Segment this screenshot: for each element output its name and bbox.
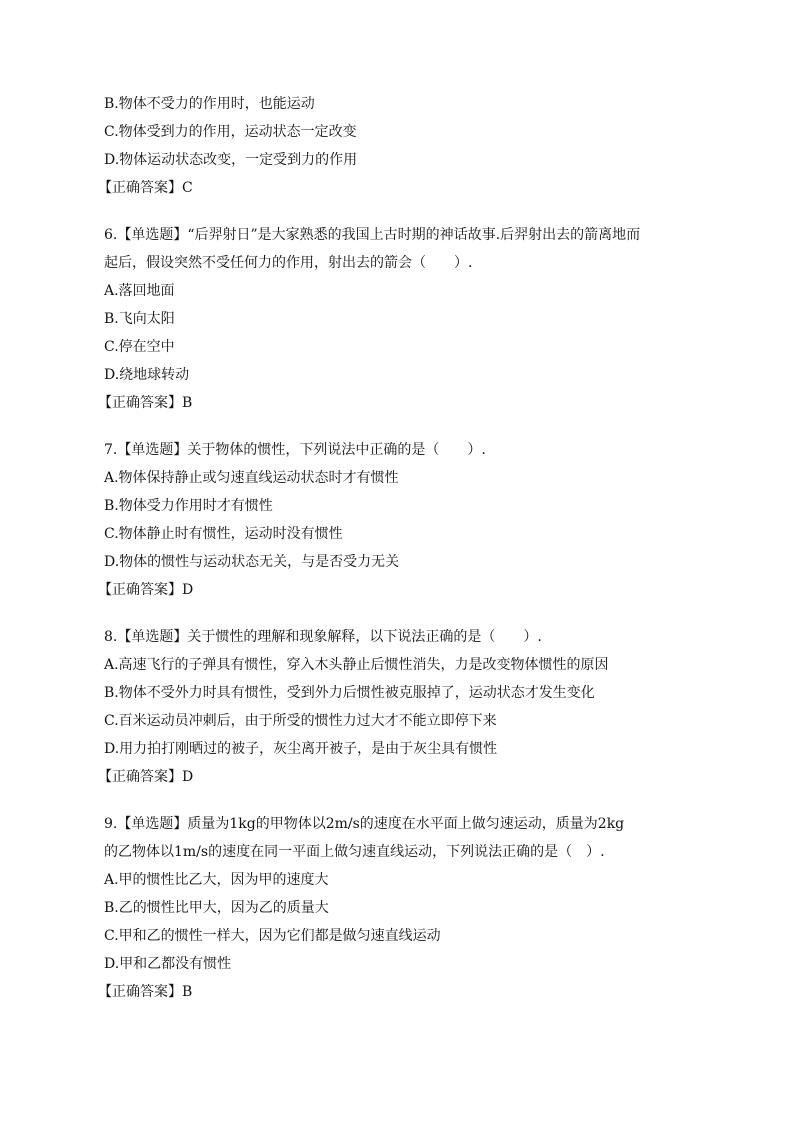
option-a: A.甲的惯性比乙大，因为甲的速度大 [104,872,329,888]
correct-answer: 【正确答案】C [98,180,193,196]
option-c: C.停在空中 [104,339,175,355]
correct-answer: 【正确答案】B [98,984,193,1000]
option-d: D.甲和乙都没有惯性 [104,956,232,972]
question-text: 的乙物体以1m/s的速度在同一平面上做匀速直线运动，下列说法正确的是（ ）. [104,844,605,860]
question-7 [98,436,704,604]
question-8 [98,623,704,791]
question-5-tail [98,90,704,202]
option-d: D.绕地球转动 [104,367,190,383]
option-b: B.物体受力作用时才有惯性 [104,498,273,514]
question-text: 6.【单选题】“后羿射日”是大家熟悉的我国上古时期的神话故事.后羿射出去的箭离地而 [104,227,641,243]
option-d: D.物体的惯性与运动状态无关，与是否受力无关 [104,554,400,570]
question-text: 7.【单选题】关于物体的惯性，下列说法中正确的是（ ）. [104,442,486,458]
question-text: 9.【单选题】质量为1kg的甲物体以2m/s的速度在水平面上做匀速运动，质量为2kg [104,816,625,832]
question-6 [98,221,704,417]
option-b: B.飞向太阳 [104,311,175,327]
option-a: A.高速飞行的子弹具有惯性，穿入木头静止后惯性消失，力是改变物体惯性的原因 [104,657,609,673]
correct-answer: 【正确答案】D [98,769,194,785]
document-page [98,90,704,1006]
correct-answer: 【正确答案】B [98,395,193,411]
option-c: C.甲和乙的惯性一样大，因为它们都是做匀速直线运动 [104,928,441,944]
question-9 [98,810,704,1006]
option-d: D.用力拍打刚晒过的被子，灰尘离开被子，是由于灰尘具有惯性 [104,741,498,757]
option-c: C.物体静止时有惯性，运动时没有惯性 [104,526,343,542]
option-a: A.落回地面 [104,283,175,299]
correct-answer: 【正确答案】D [98,582,194,598]
option-c: C.物体受到力的作用，运动状态一定改变 [104,124,357,140]
option-c: C.百米运动员冲刺后，由于所受的惯性力过大才不能立即停下来 [104,713,497,729]
option-d: D.物体运动状态改变，一定受到力的作用 [104,152,358,168]
question-text: 起后，假设突然不受任何力的作用，射出去的箭会（ ）. [104,255,473,271]
question-text: 8.【单选题】关于惯性的理解和现象解释，以下说法正确的是（ ）. [104,629,542,645]
option-b: B.物体不受力的作用时，也能运动 [104,96,315,112]
option-b: B.物体不受外力时具有惯性，受到外力后惯性被克服掉了，运动状态才发生变化 [104,685,595,701]
option-b: B.乙的惯性比甲大，因为乙的质量大 [104,900,329,916]
option-a: A.物体保持静止或匀速直线运动状态时才有惯性 [104,470,399,486]
